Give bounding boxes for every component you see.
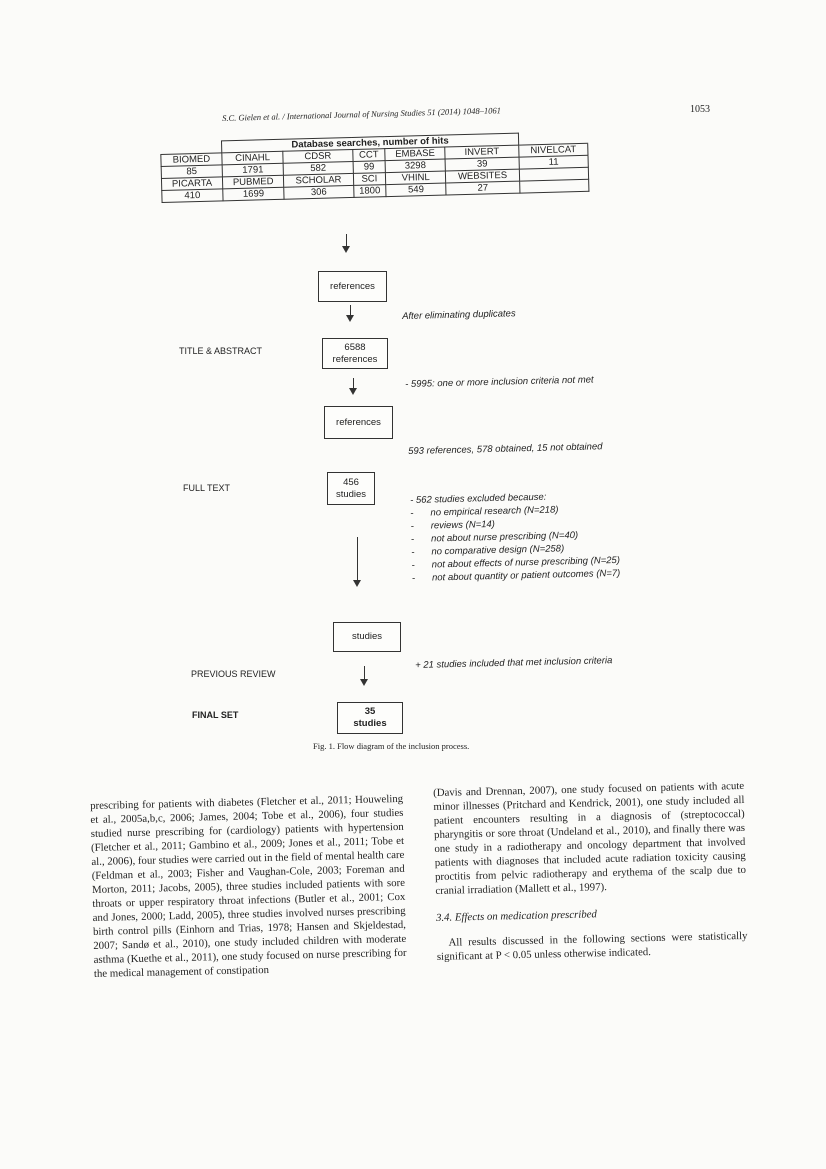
table-cell: 99 xyxy=(353,161,386,174)
exclusion-reason: - no comparative design (N=258) xyxy=(411,540,641,559)
table-cell: CINAHL xyxy=(222,151,284,165)
note-criteria-not-met: - 5995: one or more inclusion criteria not met xyxy=(405,374,594,390)
table-cell: 1800 xyxy=(353,185,386,198)
table-cell: INVERT xyxy=(445,145,519,159)
table-cell: WEBSITES xyxy=(445,169,519,183)
table-cell: 39 xyxy=(445,157,519,171)
exclusion-reason: - not about nurse prescribing (N=40) xyxy=(411,527,641,546)
running-header: S.C. Gielen et al. / International Journal of Nursing Studies 51 (2014) 1048–1061 xyxy=(222,105,502,123)
flow-box-456-studies xyxy=(327,472,375,505)
table-cell: 410 xyxy=(162,189,223,203)
exclusion-reason: - not about effects of nurse prescribing (N=25) xyxy=(412,553,642,572)
flow-box-studies xyxy=(333,622,401,652)
table-cell: 3298 xyxy=(385,159,445,173)
exclusion-intro: - 562 studies excluded because: xyxy=(410,491,547,506)
flow-box-label: studies xyxy=(351,631,383,642)
flow-box-count: 456 xyxy=(343,476,359,488)
page-number: 1053 xyxy=(690,104,710,115)
flow-arrow xyxy=(364,666,365,684)
flow-arrow xyxy=(350,305,351,320)
body-left-column xyxy=(90,792,407,981)
table-title: Database searches, number of hits xyxy=(221,133,518,153)
stage-title-abstract: TITLE & ABSTRACT xyxy=(179,346,263,356)
table-cell: 1791 xyxy=(222,163,284,177)
body-paragraph: prescribing for patients with diabetes (Fletcher et al., 2011; Houweling et al., 2005a,b,c, 2006; James, 2004; Tobe et al., 2006), four studies studied nurse prescribing for (cardiology) patients with hypertension (Fletcher et al., 2011; Gambino et al., 2009; Jones et al., 2011; Tobe et al., 2006), four studies were carried out in the field of mental health care (Feldman et al., 2003; Fisher and Vaughan-Cole, 2003; Foreman and Morton, 2011; Jacobs, 2005), three studies included patients with sore throats or upper respiratory throat infections (Butler et al., 2001; Cox and Jones, 2000; Ladd, 2005), three studies involved nurses prescribing birth control pills (Einhorn and Trias, 1978; Hansen and Skjeldestad, 2007; Sandø et al., 2010), one study included children with moderate asthma (Kuethe et al., 2011), one study focused on nurse prescribing for the medical management of constipation xyxy=(90,792,407,980)
stage-final-set: FINAL SET xyxy=(192,710,239,720)
flow-box-label: references xyxy=(330,280,375,292)
table-cell: CDSR xyxy=(283,149,353,163)
table-cell: NIVELCAT xyxy=(519,143,588,157)
flow-box-label: studies xyxy=(335,488,367,500)
body-paragraph: (Davis and Drennan, 2007), one study focused on patients with acute minor illnesses (Pritchard and Kendrick, 2001), one study included all patient encounters resulting in a diagnosis of (streptococcal) pharyngitis or sore throat (Undeland et al., 2010), and finally there was one study in a radiotherapy and oncology department that involved patients with diagnoses that included acute radiation toxicity causing proctitis from pelvic radiotherapy and erythema of the scalp due to cranial irradiation (Mallett et al., 1997). xyxy=(433,779,747,897)
flow-box-35-studies xyxy=(337,702,403,734)
flow-arrow xyxy=(346,234,347,251)
flow-arrow xyxy=(353,378,354,393)
table-cell: SCI xyxy=(353,173,386,186)
note-obtained: 593 references, 578 obtained, 15 not obtained xyxy=(408,441,603,457)
flow-arrow xyxy=(357,537,358,585)
figure-caption: Fig. 1. Flow diagram of the inclusion process. xyxy=(313,741,470,751)
table-cell: 549 xyxy=(386,183,446,197)
table-cell: BIOMED xyxy=(161,153,222,167)
flow-box-references xyxy=(318,271,387,302)
flow-box-references-2 xyxy=(324,406,393,439)
table-cell: 1699 xyxy=(223,187,285,201)
flow-box-count: 35 xyxy=(364,706,376,717)
flow-box-6588-references xyxy=(322,338,388,369)
note-duplicates: After eliminating duplicates xyxy=(402,308,516,322)
table-cell: 11 xyxy=(519,155,588,169)
section-heading: 3.4. Effects on medication prescribed xyxy=(435,908,598,924)
flow-box-label: references xyxy=(336,416,381,428)
table-cell: SCHOLAR xyxy=(284,173,354,187)
database-table xyxy=(160,131,589,203)
exclusion-list xyxy=(410,488,642,585)
table-cell xyxy=(520,179,589,193)
table-cell: PICARTA xyxy=(161,177,222,191)
table-cell: PUBMED xyxy=(222,175,284,189)
exclusion-reason: - not about quantity or patient outcomes (N=7) xyxy=(412,566,642,585)
table-cell: EMBASE xyxy=(385,147,445,161)
flow-box-label: studies xyxy=(353,718,387,729)
body-paragraph: All results discussed in the following sections were statistically significant at P < 0.05 unless otherwise indicated. xyxy=(436,929,748,963)
table-cell: CCT xyxy=(352,149,385,162)
stage-previous-review: PREVIOUS REVIEW xyxy=(191,669,276,679)
table-cell: 306 xyxy=(284,185,354,199)
flow-box-label: references xyxy=(332,353,378,365)
exclusion-reason: - reviews (N=14) xyxy=(411,514,641,533)
exclusion-reason: - no empirical research (N=218) xyxy=(410,501,640,520)
table-cell: 85 xyxy=(161,165,222,179)
note-previous-review: + 21 studies included that met inclusion criteria xyxy=(415,655,613,671)
table-cell: 582 xyxy=(283,161,353,175)
flow-box-count: 6588 xyxy=(344,341,366,353)
body-right-column xyxy=(433,779,748,964)
table-cell: VHINL xyxy=(386,171,446,185)
stage-full-text: FULL TEXT xyxy=(183,483,231,493)
table-cell: 27 xyxy=(446,181,520,195)
